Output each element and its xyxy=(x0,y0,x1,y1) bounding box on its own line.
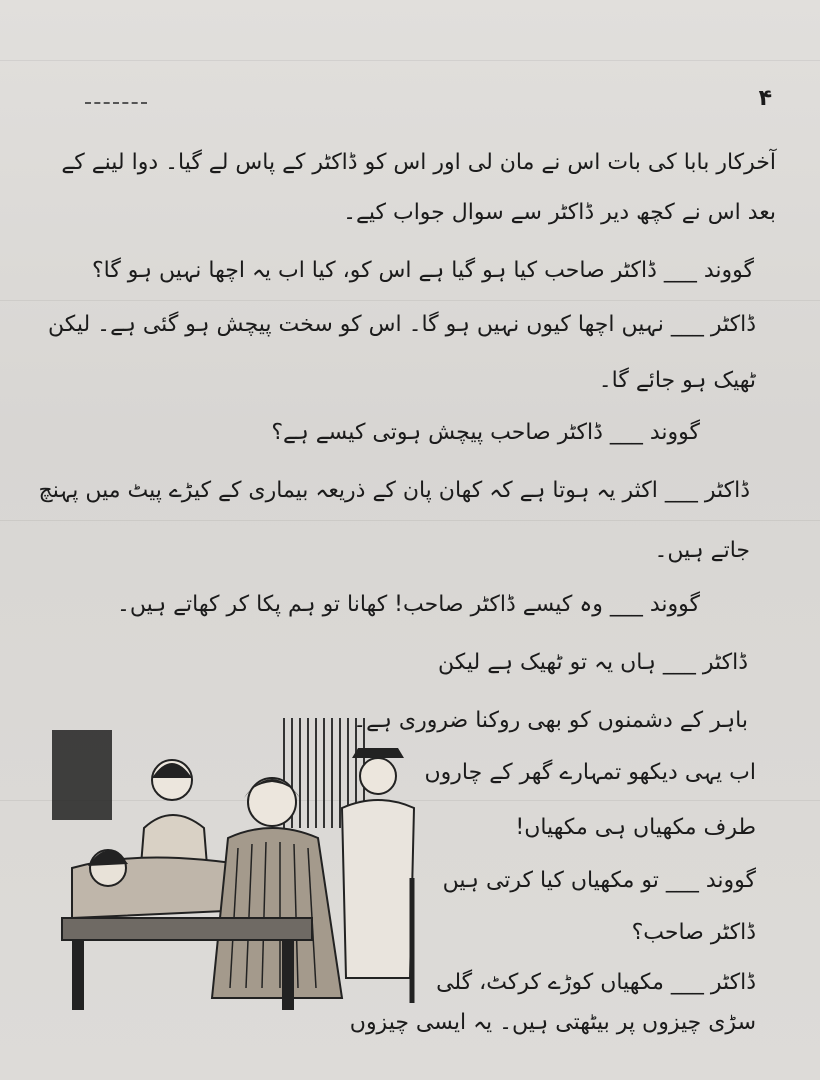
doctor-visit-illustration xyxy=(52,718,432,1018)
top-rule xyxy=(85,102,147,104)
text-line: باہر کے دشمنوں کو بھی روکنا ضروری ہے۔ xyxy=(353,708,748,733)
text-line: گووند ___ تو مکھیاں کیا کرتی ہیں xyxy=(442,868,756,893)
text-line: ڈاکٹر ___ اکثر یہ ہوتا ہے کہ کھان پان کے ذریعہ بیماری کے کیڑے پیٹ میں پہنچ xyxy=(38,478,750,503)
page-number: ۴ xyxy=(758,86,772,111)
text-line: ڈاکٹر ___ ہاں یہ تو ٹھیک ہے لیکن xyxy=(438,650,748,675)
text-line: گووند ___ ڈاکٹر صاحب کیا ہو گیا ہے اس کو، کیا اب یہ اچھا نہیں ہو گا؟ xyxy=(91,258,754,283)
text-line: جاتے ہیں۔ xyxy=(654,538,750,563)
text-line: ٹھیک ہو جائے گا۔ xyxy=(598,368,756,393)
text-line: گووند ___ وہ کیسے ڈاکٹر صاحب! کھانا تو ہم پکا کر کھاتے ہیں۔ xyxy=(116,592,700,617)
text-line: گووند ___ ڈاکٹر صاحب پیچش ہوتی کیسے ہے؟ xyxy=(271,420,700,445)
text-line: ڈاکٹر ___ نہیں اچھا کیوں نہیں ہو گا۔ اس کو سخت پیچش ہو گئی ہے۔ لیکن xyxy=(47,312,756,337)
text-line: بعد اس نے کچھ دیر ڈاکٹر سے سوال جواب کیے۔ xyxy=(343,200,776,225)
text-line: طرف مکھیاں ہی مکھیاں! xyxy=(515,815,756,840)
text-line: سڑی چیزوں پر بیٹھتی ہیں۔ یہ ایسی چیزوں xyxy=(349,1010,756,1035)
text-line: آخرکار بابا کی بات اس نے مان لی اور اس کو ڈاکٹر کے پاس لے گیا۔ دوا لینے کے xyxy=(61,150,776,175)
text-line: اب یہی دیکھو تمہارے گھر کے چاروں xyxy=(424,760,756,785)
text-line: ڈاکٹر صاحب؟ xyxy=(631,920,756,945)
text-line: ڈاکٹر ___ مکھیاں کوڑے کرکٹ، گلی xyxy=(436,970,756,995)
